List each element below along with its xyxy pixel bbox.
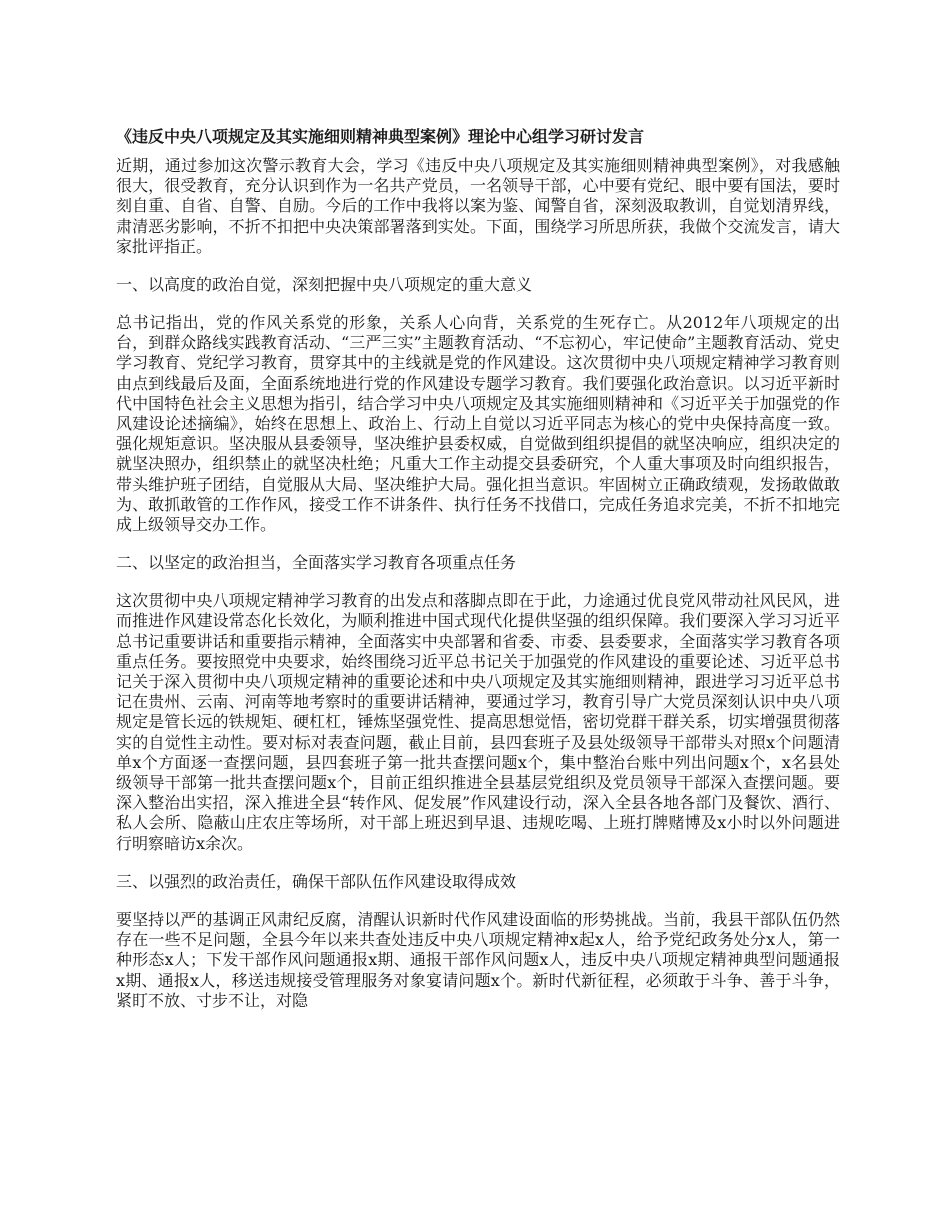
section-body-3: 要坚持以严的基调正风肃纪反腐，清醒认识新时代作风建设面临的形势挑战。当前，我县干部队伍仍然存在一些不足问题，全县今年以来共查处违反中央八项规定精神x起x人，给予党纪政务处分x人，第一种形态x人；下发干部作风问题通报x期、通报干部作风问题x人，违反中央八项规定精神典型问题通报x期、通报x人，移送违规接受管理服务对象宴请问题x个。新时代新征程，必须敢于斗争、善于斗争，紧盯不放、寸步不让，对隐 [116, 909, 840, 1010]
section-heading-1: 一、以高度的政治自觉，深刻把握中央八项规定的重大意义 [116, 275, 533, 295]
document-title: 《违反中央八项规定及其实施细则精神典型案例》理论中心组学习研讨发言 [116, 127, 645, 146]
section-heading-2: 二、以坚定的政治担当，全面落实学习教育各项重点任务 [116, 553, 517, 573]
section-body-2: 这次贯彻中央八项规定精神学习教育的出发点和落脚点即在于此，力途通过优良党风带动社风民风，进而推进作风建设常态化长效化，为顺利推进中国式现代化提供坚强的组织保障。我们要深入学习习近平总书记重要讲话和重要指示精神，全面落实中央部署和省委、市委、县委要求，全面落实学习教育各项重点任务。要按照党中央要求，始终围绕习近平总书记关于加强党的作风建设的重要论述、习近平总书记关于深入贯彻中央八项规定精神的重要论述和中央八项规定及其实施细则精神，跟进学习习近平总书记在贵州、云南、河南等地考察时的重要讲话精神，要通过学习，教育引导广大党员深刻认识中央八项规定是管长远的铁规矩、硬杠杠，锤炼坚强党性、提高思想觉悟，密切党群干群关系，切实增强贯彻落实的自觉性主动性。要对标对表查问题，截止目前，县四套班子及县处级领导干部带头对照x个问题清单x个方面逐一查摆问题，县四套班子第一批共查摆问题x个，集中整治台账中列出问题x个，x名县处级领导干部第一批共查摆问题x个，目前正组织推进全县基层党组织及党员领导干部深入查摆问题。要深入整治出实招，深入推进全县“转作风、促发展”作风建设行动，深入全县各地各部门及餐饮、酒行、私人会所、隐蔽山庄农庄等场所，对干部上班迟到早退、违规吃喝、上班打牌赌博及x小时以外问题进行明察暗访x余次。 [116, 591, 840, 853]
section-body-1: 总书记指出，党的作风关系党的形象，关系人心向背，关系党的生死存亡。从2012年八项规定的出台，到群众路线实践教育活动、“三严三实”主题教育活动、“不忘初心，牢记使命”主题教育活动、党史学习教育、党纪学习教育，贯穿其中的主线就是党的作风建设。这次贯彻中央八项规定精神学习教育则由点到线最后及面，全面系统地进行党的作风建设专题学习教育。我们要强化政治意识。以习近平新时代中国特色社会主义思想为指引，结合学习中央八项规定及其实施细则精神和《习近平关于加强党的作风建设论述摘编》，始终在思想上、政治上、行动上自觉以习近平同志为核心的党中央保持高度一致。强化规矩意识。坚决服从县委领导，坚决维护县委权威，自觉做到组织提倡的就坚决响应，组织决定的就坚决照办，组织禁止的就坚决杜绝；凡重大工作主动提交县委研究，个人重大事项及时向组织报告，带头维护班子团结，自觉服从大局、坚决维护大局。强化担当意识。牢固树立正确政绩观，发扬敢做敢为、敢抓敢管的工作作风，接受工作不讲条件、执行任务不找借口，完成任务追求完美，不折不扣地完成上级领导交办工作。 [116, 313, 840, 535]
document-page [116, 124, 840, 1028]
intro-paragraph: 近期，通过参加这次警示教育大会，学习《违反中央八项规定及其实施细则精神典型案例》，对我感触很大，很受教育，充分认识到作为一名共产党员，一名领导干部，心中要有党纪、眼中要有国法，要时刻自重、自省、自警、自励。今后的工作中我将以案为鉴、闻警自省，深刻汲取教训，自觉划清界线，肃清恶劣影响，不折不扣把中央决策部署落到实处。下面，围绕学习所思所获，我做个交流发言，请大家批评指正。 [116, 156, 840, 256]
section-heading-3: 三、以强烈的政治责任，确保干部队伍作风建设取得成效 [116, 871, 517, 891]
